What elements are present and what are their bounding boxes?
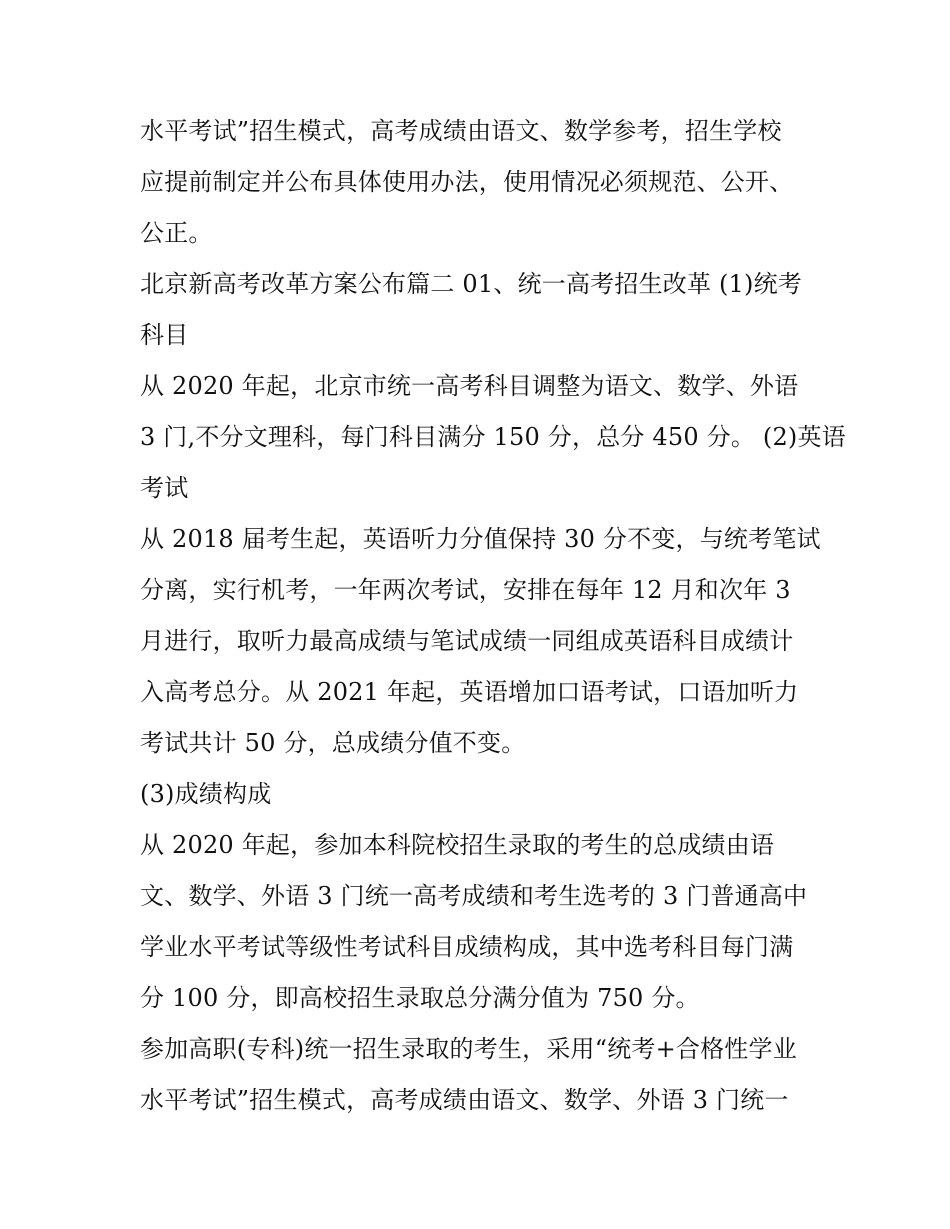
text-line: 3 门,不分文理科，每门科目满分 150 分，总分 450 分。 (2)英语	[140, 423, 846, 451]
text-line: 从 2020 年起，北京市统一高考科目调整为语文、数学、外语	[140, 372, 799, 400]
text-line: 入高考总分。从 2021 年起，英语增加口语考试，口语加听力	[140, 678, 799, 706]
text-line: 学业水平考试等级性考试科目成绩构成，其中选考科目每门满	[140, 933, 794, 961]
text-line: 水平考试”招生模式，高考成绩由语文、数学参考，招生学校	[140, 117, 782, 145]
text-line: 公正。	[140, 219, 213, 247]
subsection-heading-line: (3)成绩构成	[140, 780, 272, 808]
text-line: 参加高职(专科)统一招生录取的考生，采用“统考+合格性学业	[140, 1035, 797, 1063]
text-line: 应提前制定并公布具体使用办法，使用情况必须规范、公开、	[140, 168, 794, 196]
document-body	[140, 106, 846, 1126]
text-line: 科目	[140, 321, 189, 349]
section-heading-line: 北京新高考改革方案公布篇二 01、统一高考招生改革 (1)统考	[140, 270, 802, 298]
text-line: 从 2020 年起，参加本科院校招生录取的考生的总成绩由语	[140, 831, 775, 859]
text-line: 分离，实行机考，一年两次考试，安排在每年 12 月和次年 3	[140, 576, 791, 604]
text-line: 文、数学、外语 3 门统一高考成绩和考生选考的 3 门普通高中	[140, 882, 808, 910]
text-line: 考试	[140, 474, 189, 502]
text-line: 月进行，取听力最高成绩与笔试成绩一同组成英语科目成绩计	[140, 627, 794, 655]
text-line: 水平考试”招生模式，高考成绩由语文、数学、外语 3 门统一	[140, 1086, 789, 1114]
text-line: 从 2018 届考生起，英语听力分值保持 30 分不变，与统考笔试	[140, 525, 821, 553]
text-line: 分 100 分，即高校招生录取总分满分值为 750 分。	[140, 984, 700, 1012]
text-line: 考试共计 50 分，总成绩分值不变。	[140, 729, 526, 757]
